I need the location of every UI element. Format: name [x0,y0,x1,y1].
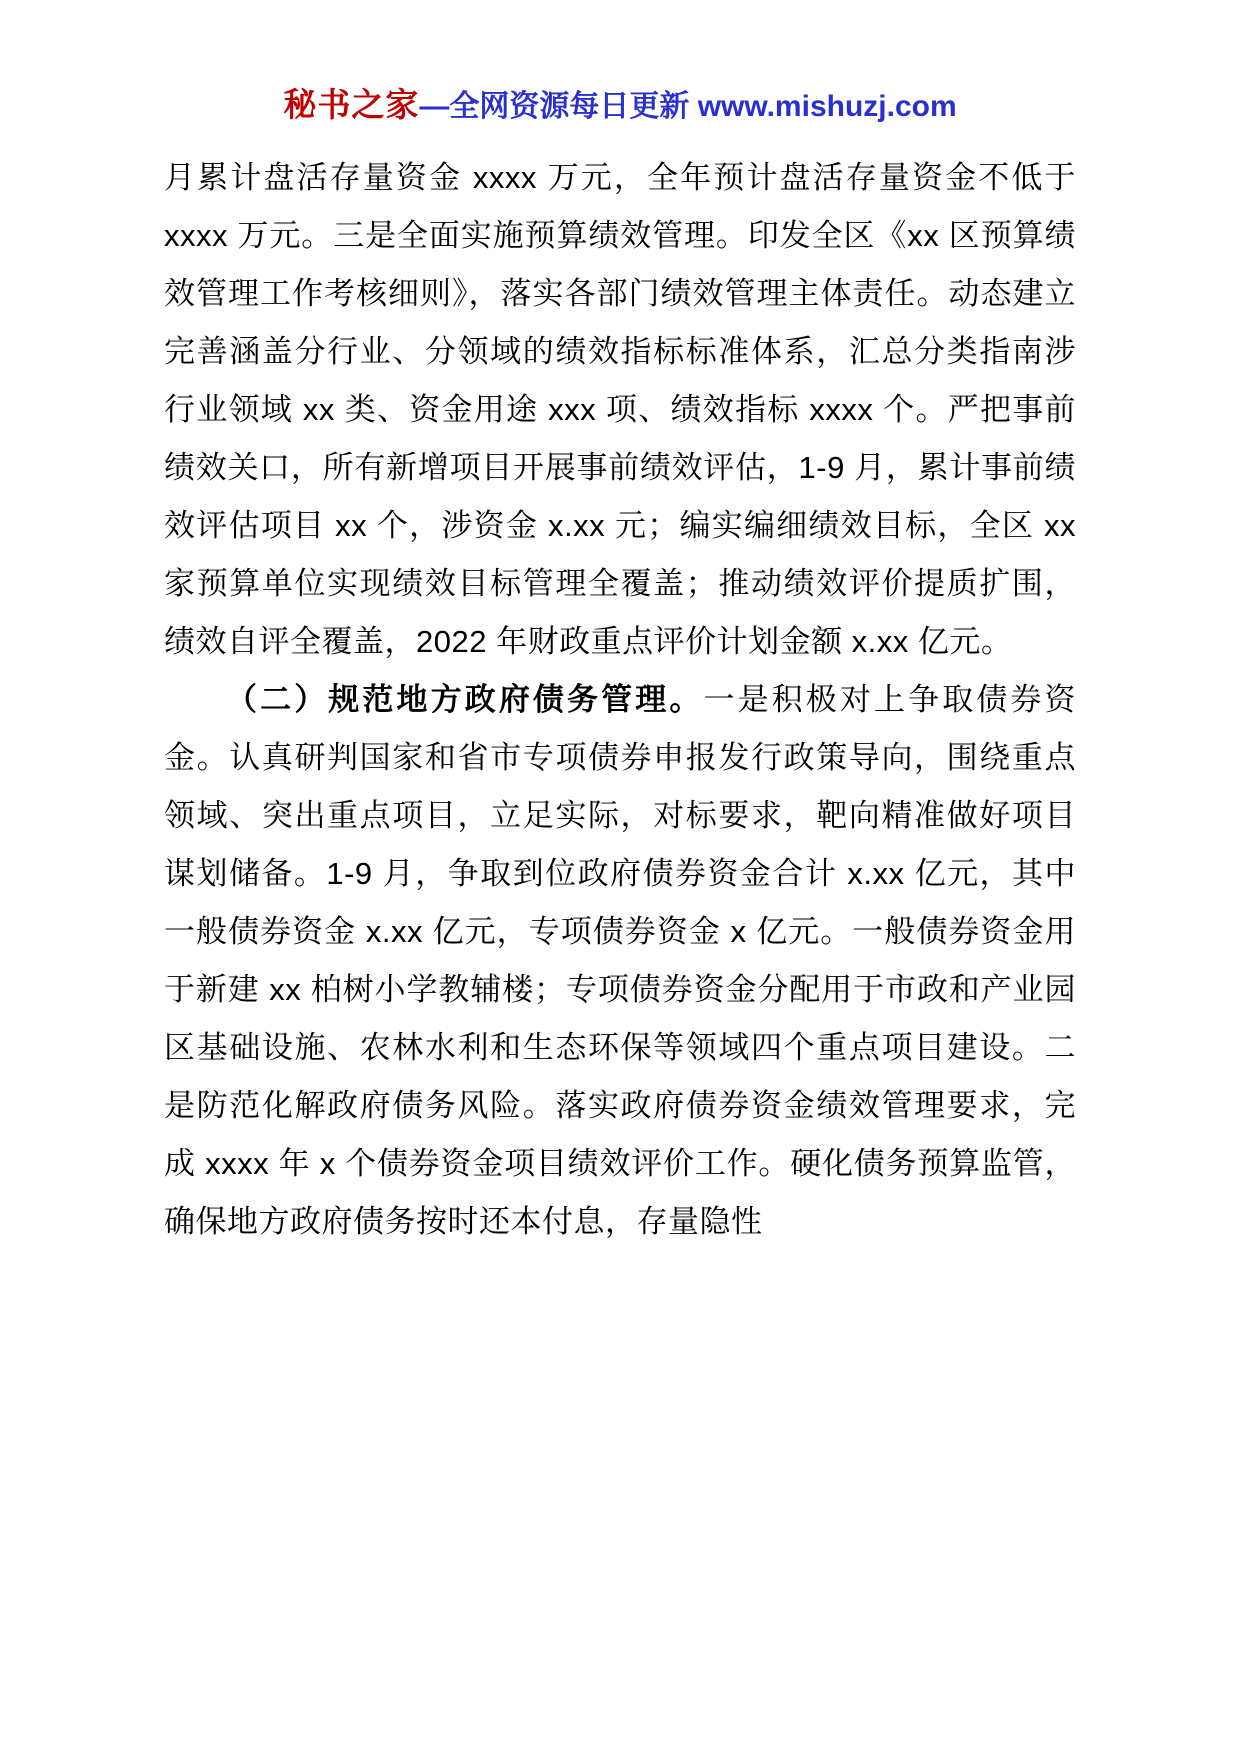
tagline-text: —全网资源每日更新 [419,90,698,123]
paragraph-budget-performance [164,149,1076,671]
document-body [164,149,1076,1251]
paragraph-text: 一是积极对上争取债券资金。认真研判国家和省市专项债券申报发行政策导向，围绕重点领域、突出重点项目，立足实际，对标要求，靶向精准做好项目谋划储备。1‐9 月，争取到位政府债券资金合计 x.xx 亿元，其中一般债券资金 x.xx 亿元，专项债券资金 x 亿元。一般债券资金用于新建 xx 柏树小学教辅楼；专项债券资金分配用于市政和产业园区基础设施、农林水利和生态环保等领域四个重点项目建设。二是防范化解政府债务风险。落实政府债券资金绩效管理要求，完成 xxxx 年 x 个债券资金项目绩效评价工作。硬化债务预算监管，确保地方政府债务按时还本付息，存量隐性 [164,682,1077,1239]
site-url: www.mishuzj.com [697,90,957,123]
paragraph-text: 月累计盘活存量资金 xxxx 万元，全年预计盘活存量资金不低于 xxxx 万元。三是全面实施预算绩效管理。印发全区《xx 区预算绩效管理工作考核细则》，落实各部门绩效管理主体责任。动态建立完善涵盖分行业、分领域的绩效指标标准体系，汇总分类指南涉行业领域 xx 类、资金用途 xxx 项、绩效指标 xxxx 个。严把事前绩效关口，所有新增项目开展事前绩效评估，1‐9 月，累计事前绩效评估项目 xx 个，涉资金 x.xx 元；编实编细绩效目标，全区 xx 家预算单位实现绩效目标管理全覆盖；推动绩效评价提质扩围，绩效自评全覆盖，2022 年财政重点评价计划金额 x.xx 亿元。 [164,160,1076,659]
brand-text: 秘书之家 [283,88,420,124]
page-header [164,86,1076,127]
paragraph-bold-lead: （二）规范地方政府债务管理。 [226,682,704,717]
paragraph-debt-management [164,671,1076,1251]
